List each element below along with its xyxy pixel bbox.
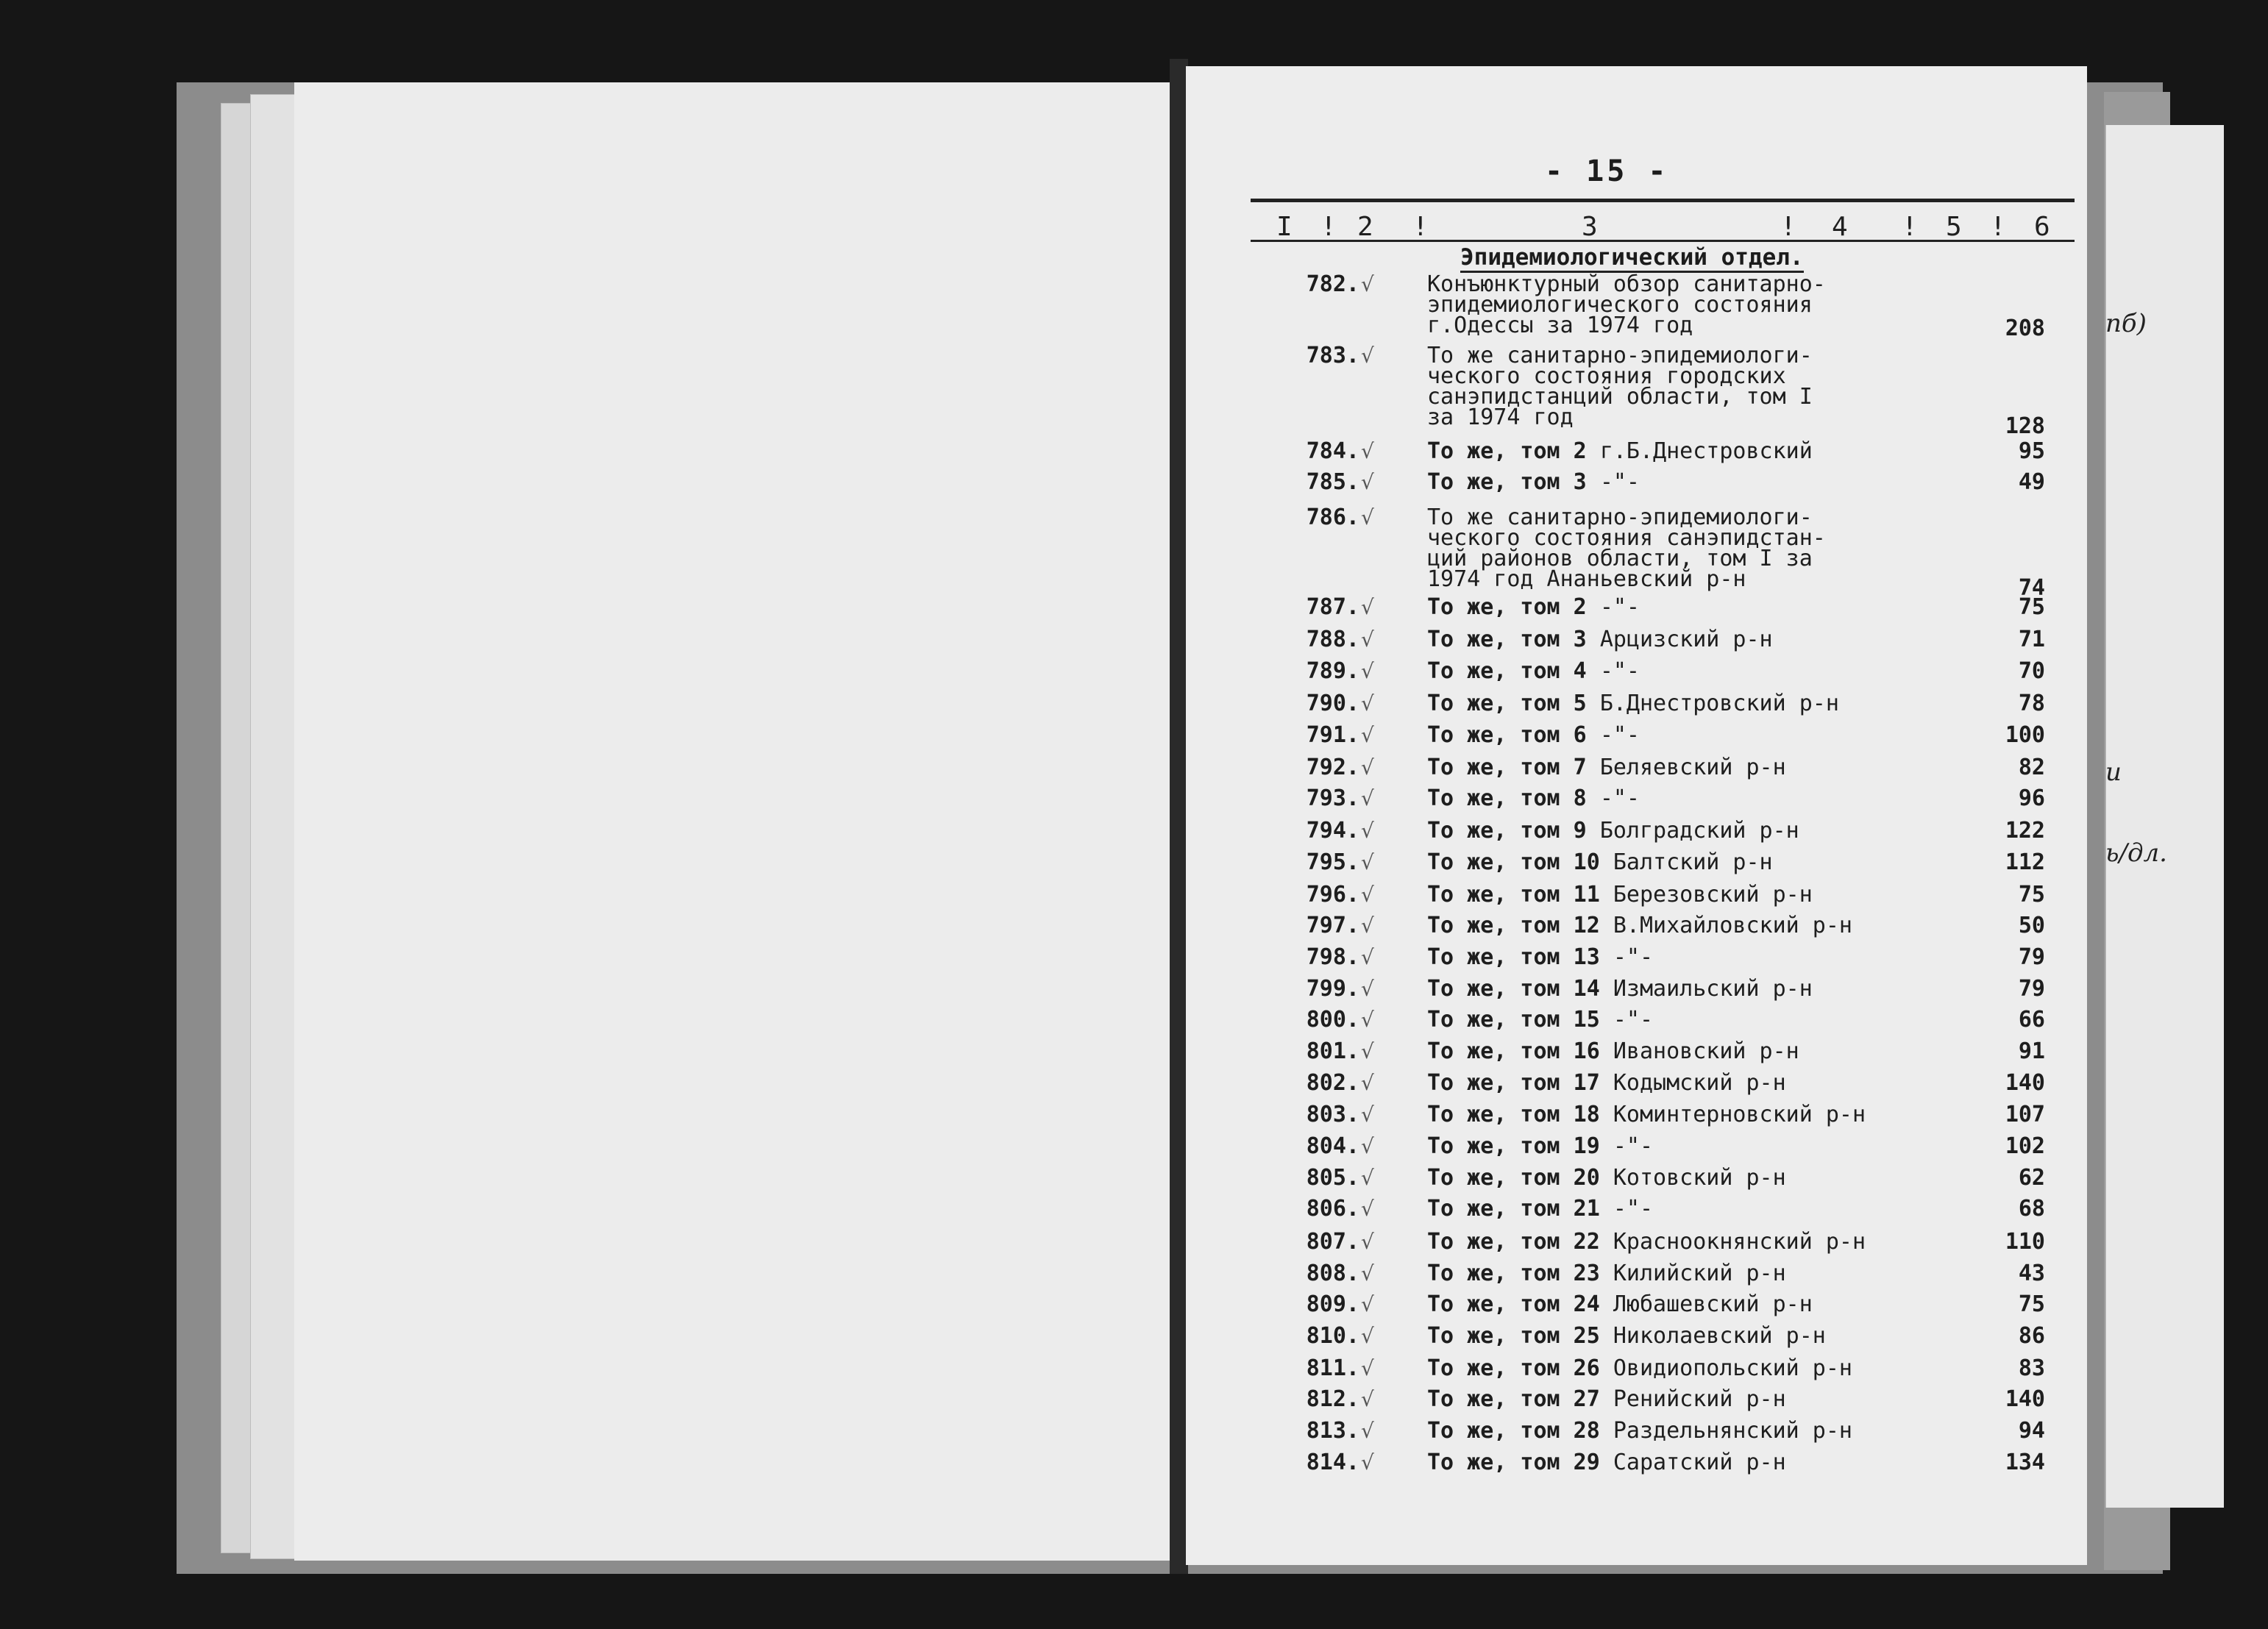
check-mark-icon: √ — [1361, 659, 1374, 683]
sheet-count: 68 — [2018, 1196, 2045, 1222]
item-number: 810. — [1306, 1323, 1359, 1349]
volume-label: То же, том 28 — [1427, 1418, 1600, 1444]
check-mark-icon: √ — [1361, 1419, 1374, 1443]
item-number: 803. — [1306, 1102, 1359, 1127]
volume-label: То же, том 22 — [1427, 1229, 1600, 1255]
check-mark-icon: √ — [1361, 913, 1374, 938]
item-number: 791. — [1306, 722, 1359, 748]
district-name: Коминтерновский р-н — [1613, 1102, 1866, 1127]
sheet-count: 74 — [2018, 575, 2045, 601]
district-name: Красноокнянский р-н — [1613, 1229, 1866, 1255]
check-mark-icon: √ — [1361, 1292, 1374, 1316]
district-name: Балтский р-н — [1613, 849, 1773, 875]
volume-label: То же, том 2 — [1427, 594, 1587, 620]
district-name: -"- — [1599, 469, 1640, 495]
item-number: 813. — [1306, 1418, 1359, 1444]
volume-label: То же, том 21 — [1427, 1196, 1600, 1222]
check-mark-icon: √ — [1361, 1197, 1374, 1221]
district-name: Кодымский р-н — [1613, 1070, 1786, 1096]
check-mark-icon: √ — [1361, 1324, 1374, 1348]
volume-label: То же, том 3 — [1427, 627, 1587, 652]
sheet-count: 208 — [2005, 316, 2045, 341]
district-name: Килийский р-н — [1613, 1261, 1786, 1286]
item-number: 801. — [1306, 1038, 1359, 1064]
check-mark-icon: √ — [1361, 343, 1374, 368]
volume-label: То же, том 4 — [1427, 658, 1587, 684]
check-mark-icon: √ — [1361, 1450, 1374, 1475]
item-number: 796. — [1306, 882, 1359, 908]
sheet-count: 79 — [2018, 976, 2045, 1002]
district-name: -"- — [1599, 658, 1640, 684]
sheet-count: 94 — [2018, 1418, 2045, 1444]
column-separator: ! — [1320, 212, 1337, 242]
item-description: Конъюнктурный обзор санитарно- эпидемиологического состояния г.Одессы за 1974 год — [1427, 271, 1826, 338]
sheet-count: 122 — [2005, 818, 2045, 844]
check-mark-icon: √ — [1361, 1387, 1374, 1411]
sheet-count: 96 — [2018, 785, 2045, 811]
item-number: 806. — [1306, 1196, 1359, 1222]
check-mark-icon: √ — [1361, 1230, 1374, 1254]
volume-label: То же, том 2 — [1427, 438, 1587, 464]
volume-label: То же, том 3 — [1427, 469, 1587, 495]
district-name: -"- — [1599, 785, 1640, 811]
sheet-count: 112 — [2005, 849, 2045, 875]
district-name: -"- — [1599, 722, 1640, 748]
sheet-count: 102 — [2005, 1133, 2045, 1159]
check-mark-icon: √ — [1361, 1102, 1374, 1127]
item-number: 792. — [1306, 755, 1359, 780]
margin-note-2: и — [2105, 758, 2122, 787]
district-name: -"- — [1599, 594, 1640, 620]
volume-label: То же, том 12 — [1427, 913, 1600, 938]
volume-label: То же, том 6 — [1427, 722, 1587, 748]
column-header-5: 5 — [1946, 212, 1962, 242]
item-number: 809. — [1306, 1291, 1359, 1317]
margin-note-3: ь/дл. — [2105, 838, 2167, 868]
item-number: 798. — [1306, 944, 1359, 970]
volume-label: То же, том 5 — [1427, 691, 1587, 716]
item-number: 782. — [1306, 271, 1359, 297]
district-name: -"- — [1613, 1007, 1654, 1033]
sheet-count: 66 — [2018, 1007, 2045, 1033]
item-number: 799. — [1306, 976, 1359, 1002]
volume-label: То же, том 23 — [1427, 1261, 1600, 1286]
column-separator: ! — [1780, 212, 1796, 242]
district-name: -"- — [1613, 1196, 1654, 1222]
volume-label: То же, том 11 — [1427, 882, 1600, 908]
item-number: 811. — [1306, 1355, 1359, 1381]
check-mark-icon: √ — [1361, 883, 1374, 907]
item-number: 785. — [1306, 469, 1359, 495]
sheet-count: 83 — [2018, 1355, 2045, 1381]
district-name: Ренийский р-н — [1613, 1386, 1786, 1412]
district-name: Беляевский р-н — [1599, 755, 1786, 780]
item-number: 794. — [1306, 818, 1359, 844]
sheet-count: 128 — [2005, 413, 2045, 439]
check-mark-icon: √ — [1361, 1039, 1374, 1063]
sheet-count: 79 — [2018, 944, 2045, 970]
volume-label: То же, том 18 — [1427, 1102, 1600, 1127]
sheet-count: 75 — [2018, 594, 2045, 620]
volume-label: То же, том 27 — [1427, 1386, 1600, 1412]
check-mark-icon: √ — [1361, 272, 1374, 296]
check-mark-icon: √ — [1361, 1261, 1374, 1286]
check-mark-icon: √ — [1361, 1134, 1374, 1158]
district-name: Б.Днестровский р-н — [1599, 691, 1839, 716]
volume-label: То же, том 20 — [1427, 1165, 1600, 1191]
volume-label: То же, том 29 — [1427, 1450, 1600, 1475]
district-name: Ивановский р-н — [1613, 1038, 1799, 1064]
item-number: 793. — [1306, 785, 1359, 811]
column-header-4: 4 — [1832, 212, 1848, 242]
sheet-count: 71 — [2018, 627, 2045, 652]
check-mark-icon: √ — [1361, 1071, 1374, 1095]
sheet-count: 107 — [2005, 1102, 2045, 1127]
district-name: Болградский р-н — [1599, 818, 1799, 844]
column-header-2: 2 — [1357, 212, 1373, 242]
volume-label: То же, том 13 — [1427, 944, 1600, 970]
volume-label: То же, том 8 — [1427, 785, 1587, 811]
sheet-count: 70 — [2018, 658, 2045, 684]
check-mark-icon: √ — [1361, 691, 1374, 716]
item-number: 797. — [1306, 913, 1359, 938]
item-number: 800. — [1306, 1007, 1359, 1033]
column-header-1: I — [1276, 212, 1293, 242]
check-mark-icon: √ — [1361, 1356, 1374, 1380]
item-number: 805. — [1306, 1165, 1359, 1191]
volume-label: То же, том 16 — [1427, 1038, 1600, 1064]
district-name: Измаильский р-н — [1613, 976, 1813, 1002]
margin-note-1: пб) — [2105, 309, 2147, 338]
check-mark-icon: √ — [1361, 505, 1374, 530]
check-mark-icon: √ — [1361, 850, 1374, 874]
item-number: 804. — [1306, 1133, 1359, 1159]
district-name: В.Михайловский р-н — [1613, 913, 1852, 938]
check-mark-icon: √ — [1361, 977, 1374, 1001]
check-mark-icon: √ — [1361, 1166, 1374, 1190]
sheet-count: 95 — [2018, 438, 2045, 464]
check-mark-icon: √ — [1361, 786, 1374, 810]
volume-label: То же, том 19 — [1427, 1133, 1600, 1159]
item-number: 807. — [1306, 1229, 1359, 1255]
sheet-count: 78 — [2018, 691, 2045, 716]
check-mark-icon: √ — [1361, 945, 1374, 969]
sheet-count: 82 — [2018, 755, 2045, 780]
district-name: Саратский р-н — [1613, 1450, 1786, 1475]
sheet-count: 140 — [2005, 1070, 2045, 1096]
district-name: Арцизский р-н — [1599, 627, 1773, 652]
district-name: Котовский р-н — [1613, 1165, 1786, 1191]
district-name: Николаевский р-н — [1613, 1323, 1826, 1349]
column-separator: ! — [1990, 212, 2006, 242]
sheet-count: 134 — [2005, 1450, 2045, 1475]
volume-label: То же, том 9 — [1427, 818, 1587, 844]
column-separator: ! — [1902, 212, 1918, 242]
district-name: -"- — [1613, 944, 1654, 970]
item-number: 790. — [1306, 691, 1359, 716]
check-mark-icon: √ — [1361, 723, 1374, 747]
sheet-count: 100 — [2005, 722, 2045, 748]
volume-label: То же, том 25 — [1427, 1323, 1600, 1349]
sheet-count: 75 — [2018, 882, 2045, 908]
sheet-count: 110 — [2005, 1229, 2045, 1255]
check-mark-icon: √ — [1361, 439, 1374, 463]
district-name: Овидиопольский р-н — [1613, 1355, 1852, 1381]
column-header-3: 3 — [1582, 212, 1598, 242]
volume-label: То же, том 17 — [1427, 1070, 1600, 1096]
volume-label: То же, том 14 — [1427, 976, 1600, 1002]
sheet-count: 140 — [2005, 1386, 2045, 1412]
item-number: 787. — [1306, 594, 1359, 620]
item-number: 812. — [1306, 1386, 1359, 1412]
item-number: 795. — [1306, 849, 1359, 875]
volume-label: То же, том 7 — [1427, 755, 1587, 780]
district-name: Березовский р-н — [1613, 882, 1813, 908]
column-header-6: 6 — [2034, 212, 2050, 242]
check-mark-icon: √ — [1361, 627, 1374, 652]
check-mark-icon: √ — [1361, 755, 1374, 780]
district-name: Раздельнянский р-н — [1613, 1418, 1852, 1444]
item-number: 786. — [1306, 505, 1359, 530]
left-page — [294, 82, 1171, 1561]
header-rule-top — [1251, 199, 2075, 202]
volume-label: То же, том 15 — [1427, 1007, 1600, 1033]
item-description: То же санитарно-эпидемиологи- ческого состояния санэпидстан- ций районов области, том I за 1974 год Ананьевский р-н — [1427, 505, 1826, 592]
item-description: То же санитарно-эпидемиологи- ческого состояния городских санэпидстанций области, том I за 1974 год — [1427, 343, 1813, 430]
district-name: Любашевский р-н — [1613, 1291, 1813, 1317]
sheet-count: 75 — [2018, 1291, 2045, 1317]
check-mark-icon: √ — [1361, 595, 1374, 619]
item-number: 789. — [1306, 658, 1359, 684]
sheet-count: 62 — [2018, 1165, 2045, 1191]
check-mark-icon: √ — [1361, 1008, 1374, 1032]
section-title: Эпидемиологический отдел. — [1460, 244, 1804, 273]
volume-label: То же, том 26 — [1427, 1355, 1600, 1381]
column-separator: ! — [1412, 212, 1429, 242]
volume-label: То же, том 24 — [1427, 1291, 1600, 1317]
item-number: 808. — [1306, 1261, 1359, 1286]
sheet-count: 49 — [2018, 469, 2045, 495]
sheet-count: 43 — [2018, 1261, 2045, 1286]
item-number: 783. — [1306, 343, 1359, 368]
sheet-count: 86 — [2018, 1323, 2045, 1349]
check-mark-icon: √ — [1361, 819, 1374, 843]
district-name: г.Б.Днестровский — [1599, 438, 1813, 464]
check-mark-icon: √ — [1361, 470, 1374, 494]
item-number: 788. — [1306, 627, 1359, 652]
sheet-count: 50 — [2018, 913, 2045, 938]
item-number: 784. — [1306, 438, 1359, 464]
item-number: 802. — [1306, 1070, 1359, 1096]
item-number: 814. — [1306, 1450, 1359, 1475]
sheet-count: 91 — [2018, 1038, 2045, 1064]
page-number: - 15 - — [1545, 154, 1669, 188]
volume-label: То же, том 10 — [1427, 849, 1600, 875]
district-name: -"- — [1613, 1133, 1654, 1159]
